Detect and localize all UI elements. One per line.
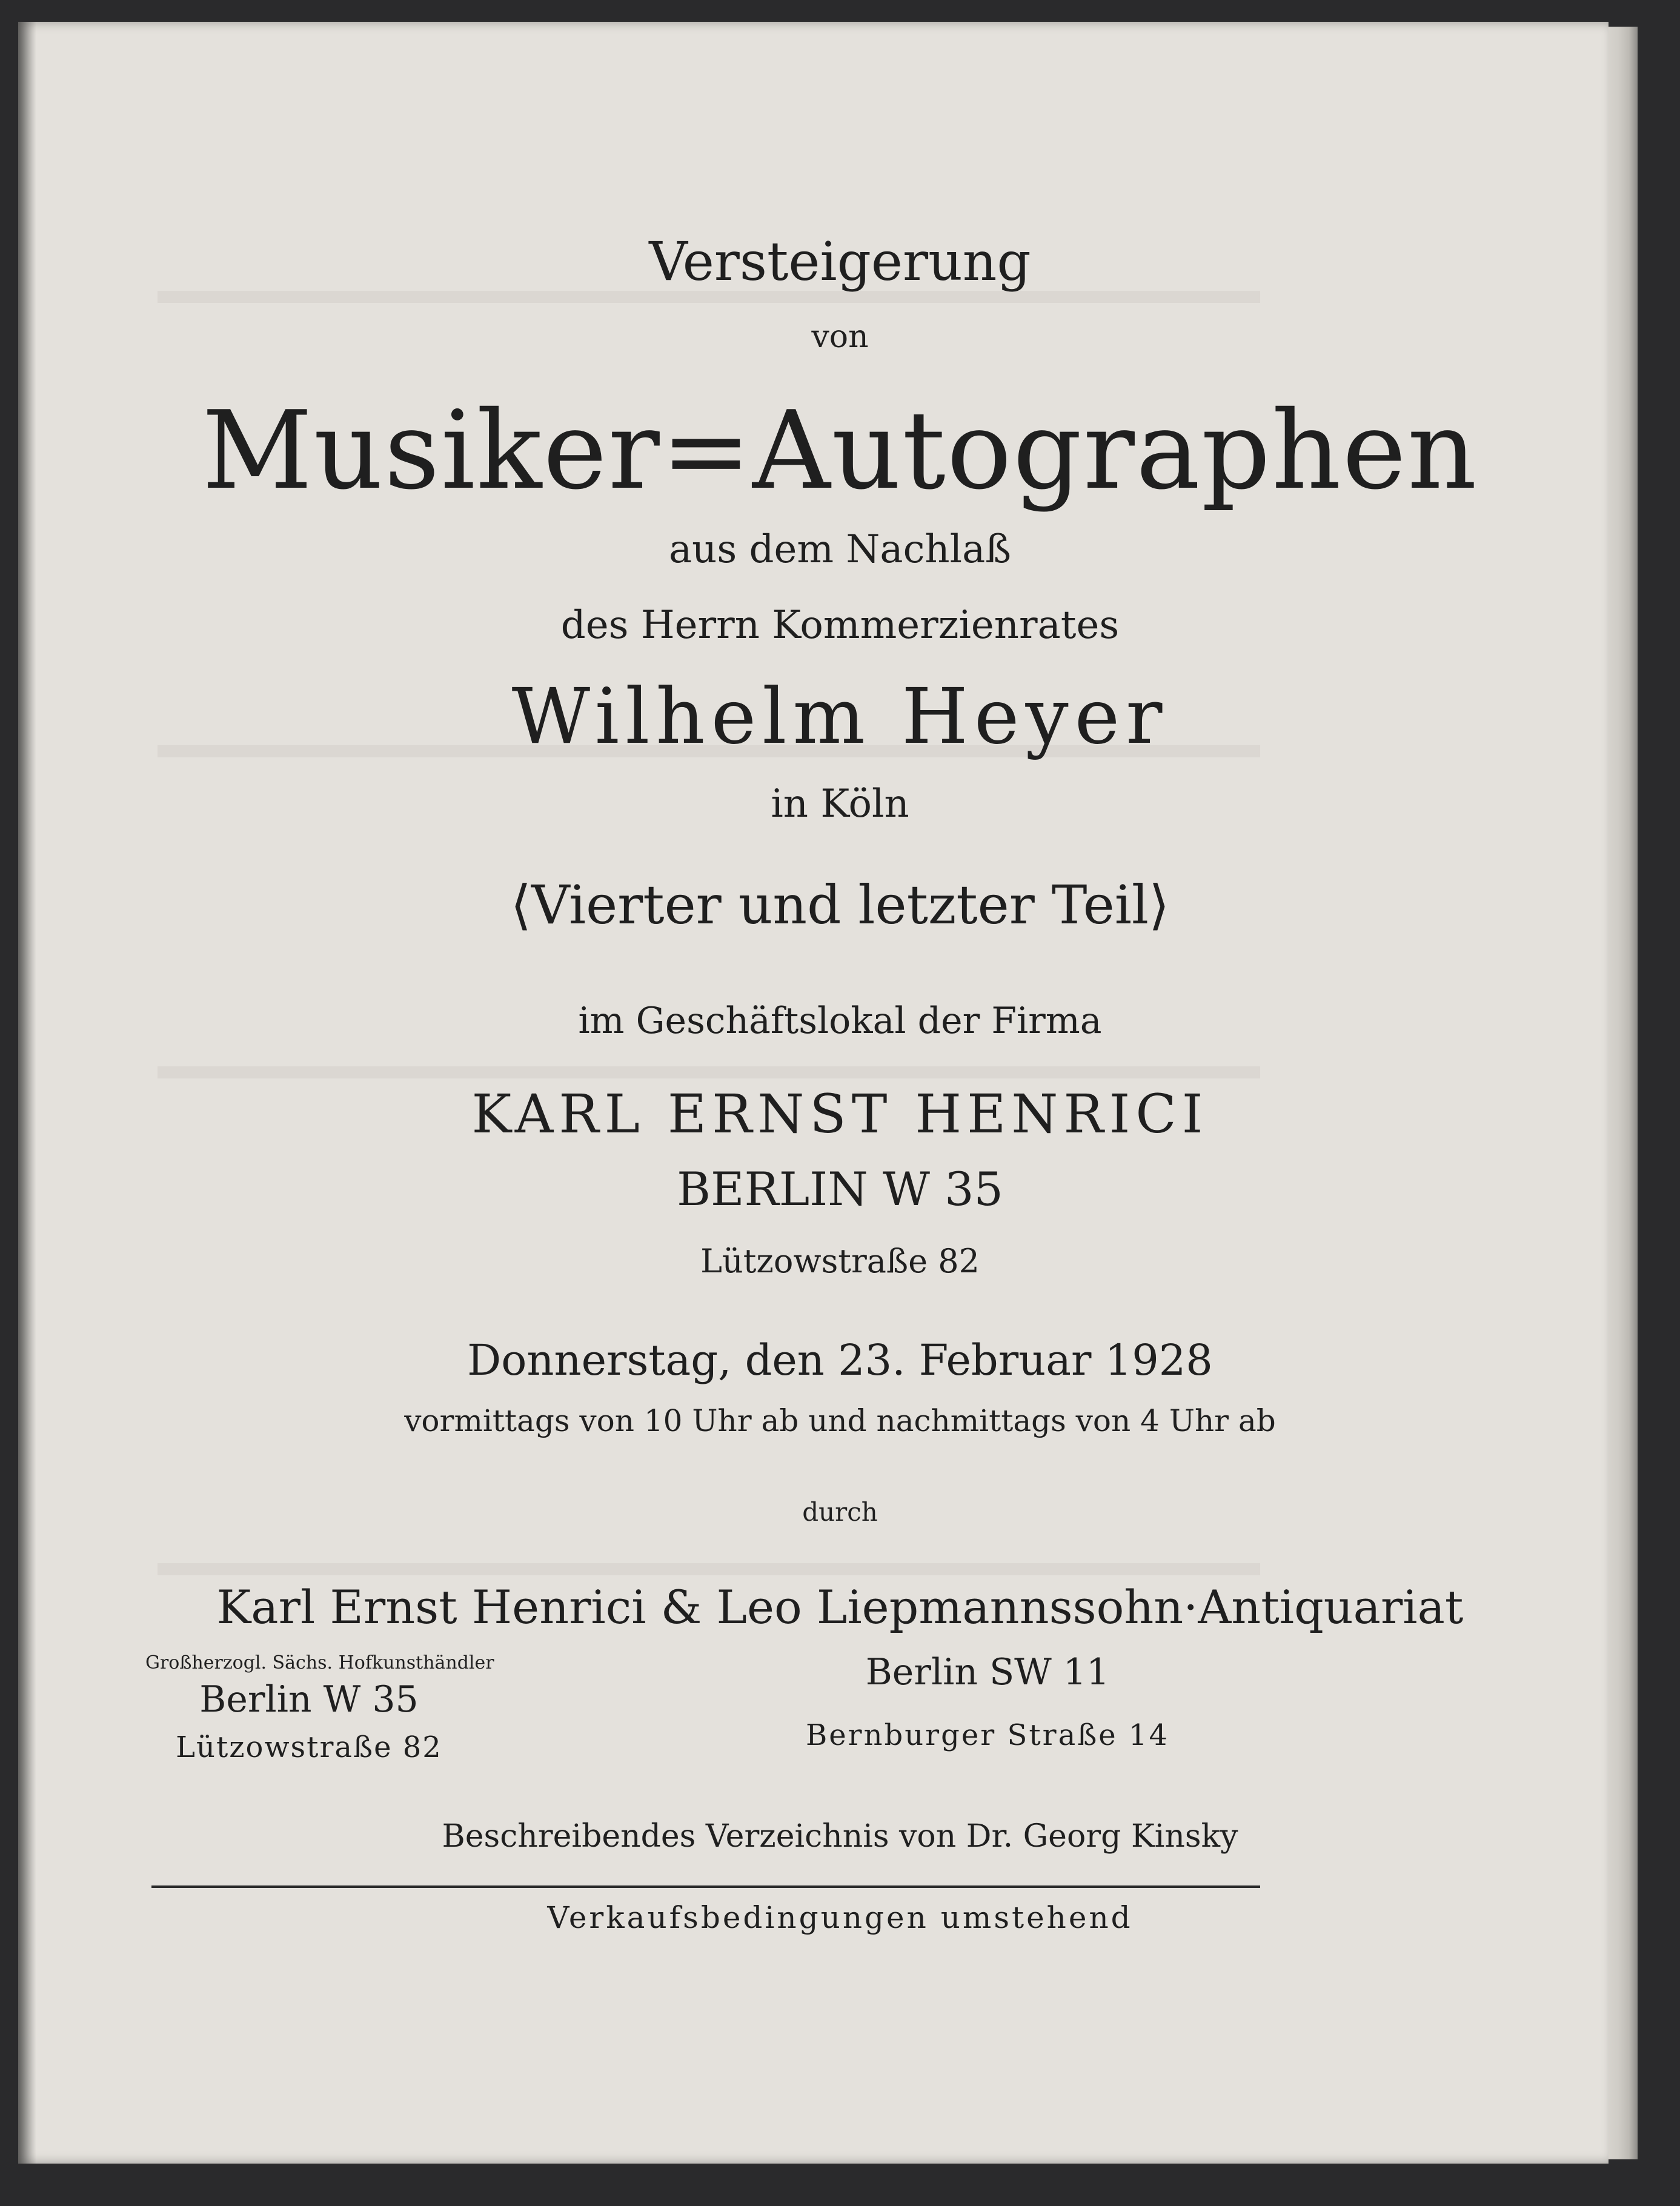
left-firm-title: Großherzogl. Sächs. Hofkunsthändler xyxy=(145,1652,494,1673)
subtitle-kommerzienrat: des Herrn Kommerzienrates xyxy=(560,603,1120,648)
right-firm-city: Berlin SW 11 xyxy=(865,1651,1110,1693)
venue-firm: KARL ERNST HENRICI xyxy=(471,1083,1209,1145)
left-firm-city: Berlin W 35 xyxy=(199,1678,419,1721)
left-firm-street: Lützowstraße 82 xyxy=(176,1730,442,1764)
footer-note: Verkaufsbedingungen umstehend xyxy=(547,1900,1133,1935)
divider-rule xyxy=(151,1885,1260,1888)
right-firm-street: Bernburger Straße 14 xyxy=(806,1718,1169,1752)
show-through xyxy=(158,291,1260,303)
part-note: ⟨Vierter und letzter Teil⟩ xyxy=(510,874,1170,936)
auctioneers: Karl Ernst Henrici & Leo Liepmannssohn·Antiquariat xyxy=(216,1580,1464,1634)
venue-city: BERLIN W 35 xyxy=(677,1162,1003,1216)
venue-intro: im Geschäftslokal der Firma xyxy=(578,1000,1102,1042)
collector-name: Wilhelm Heyer xyxy=(511,672,1169,761)
auction-date: Donnerstag, den 23. Februar 1928 xyxy=(467,1335,1213,1385)
venue-street: Lützowstraße 82 xyxy=(700,1242,980,1280)
main-title: Musiker=Autographen xyxy=(202,388,1478,513)
catalog-note: Beschreibendes Verzeichnis von Dr. Georg Kinsky xyxy=(442,1818,1238,1855)
auction-time: vormittags von 10 Uhr ab und nachmittags von 4 Uhr ab xyxy=(404,1403,1276,1438)
heading-versteigerung: Versteigerung xyxy=(649,230,1031,293)
by-label: durch xyxy=(802,1497,878,1527)
collector-city: in Köln xyxy=(771,782,909,826)
heading-von: von xyxy=(811,319,869,355)
subtitle-nachlass: aus dem Nachlaß xyxy=(668,527,1012,572)
show-through xyxy=(158,1563,1260,1575)
show-through xyxy=(158,1066,1260,1078)
